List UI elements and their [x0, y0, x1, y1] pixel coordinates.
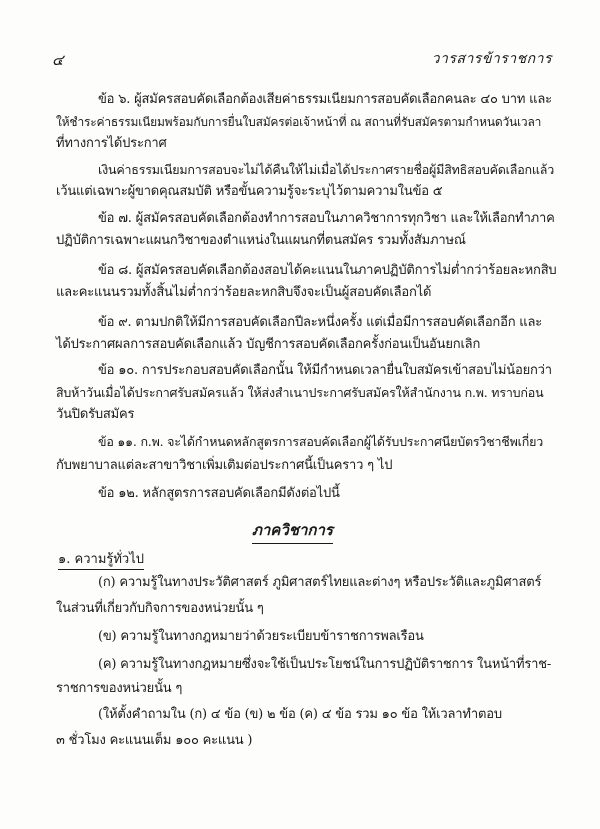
page-number: ๔: [52, 51, 64, 69]
text-line: ข้อ ๑๒. หลักสูตรการสอบคัดเลือกมีดังต่อไปนี้: [98, 486, 340, 501]
text-line: ข้อ ๖. ผู้สมัครสอบคัดเลือกต้องเสียค่าธรรมเนียมการสอบคัดเลือกคนละ ๔๐ บาท และ: [98, 92, 552, 107]
text-line: และคะแนนรวมทั้งสิ้นไม่ต่ำกว่าร้อยละหกสิบจึงจะเป็นผู้สอบคัดเลือกได้: [56, 285, 432, 300]
text-line: ข้อ ๘. ผู้สมัครสอบคัดเลือกต้องสอบได้คะแนนในภาคปฏิบัติการไม่ต่ำกว่าร้อยละหกสิบ: [98, 263, 557, 278]
text-line: สิบห้าวันเมื่อได้ประกาศรับสมัครแล้ว ให้ส่งสำเนาประกาศรับสมัครให้สำนักงาน ก.พ. ทราบก่อน: [56, 385, 544, 400]
text-line: (ก) ความรู้ในทางประวัติศาสตร์ ภูมิศาสตร์ไทยและต่างๆ หรือประวัติและภูมิศาสตร์: [98, 575, 542, 590]
text-line: ปฏิบัติการเฉพาะแผนกวิชาของตำแหน่งในแผนกที่ตนสมัคร รวมทั้งสัมภาษณ์: [56, 233, 466, 248]
text-line: (ค) ความรู้ในทางกฎหมายซึ่งจะใช้เป็นประโยชน์ในการปฏิบัติราชการ ในหน้าที่ราช-: [98, 657, 552, 672]
text-line: ให้ชำระค่าธรรมเนียมพร้อมกับการยื่นใบสมัครต่อเจ้าหน้าที่ ณ สถานที่รับสมัครตามกำหนดวันเวลา: [56, 115, 542, 129]
text-line: ข้อ ๙. ตามปกติให้มีการสอบคัดเลือกปีละหนึ่งครั้ง แต่เมื่อมีการสอบคัดเลือกอีก และ: [98, 315, 543, 330]
text-line: (ให้ตั้งคำถามใน (ก) ๔ ข้อ (ข) ๒ ข้อ (ค) ๔ ข้อ รวม ๑๐ ข้อ ให้เวลาทำตอบ: [98, 707, 502, 722]
text-line: ที่ทางการได้ประกาศ: [56, 136, 167, 151]
text-line: ข้อ ๗. ผู้สมัครสอบคัดเลือกต้องทำการสอบในภาควิชาการทุกวิชา และให้เลือกทำภาค: [98, 211, 555, 226]
section-heading: ภาควิชาการ: [252, 518, 333, 544]
text-line: ข้อ ๑๑. ก.พ. จะได้กำหนดหลักสูตรการสอบคัดเลือกผู้ได้รับประกาศนียบัตรวิชาชีพเกี่ยว: [98, 434, 544, 449]
text-line: ในส่วนที่เกี่ยวกับกิจการของหน่วยนั้น ๆ: [56, 601, 264, 616]
text-line: ราชการของหน่วยนั้น ๆ: [56, 681, 183, 696]
text-line: เงินค่าธรรมเนียมการสอบจะไม่ได้คืนให้ไม่เมื่อได้ประกาศรายชื่อผู้มีสิทธิสอบคัดเลือกแล้ว: [98, 162, 555, 177]
text-line: ได้ประกาศผลการสอบคัดเลือกแล้ว บัญชีการสอบคัดเลือกครั้งก่อนเป็นอันยกเลิก: [56, 337, 481, 352]
subsection-heading: ๑. ความรู้ทั่วไป: [58, 548, 144, 570]
text-line: กับพยาบาลแต่ละสาขาวิชาเพิ่มเติมต่อประกาศนี้เป็นคราว ๆ ไป: [56, 458, 393, 473]
text-line: ข้อ ๑๐. การประกอบสอบคัดเลือกนั้น ให้มีกำหนดเวลายื่นใบสมัครเข้าสอบไม่น้อยกว่า: [98, 363, 552, 378]
text-line: (ข) ความรู้ในทางกฎหมายว่าด้วยระเบียบข้าราชการพลเรือน: [98, 629, 424, 644]
text-line: ๓ ชั่วโมง คะแนนเต็ม ๑๐๐ คะแนน ): [56, 733, 253, 748]
text-line: วันปิดรับสมัคร: [56, 407, 135, 422]
text-line: เว้นแต่เฉพาะผู้ขาดคุณสมบัติ หรือขั้นความรู้จะระบุไว้ตามความในข้อ ๕: [56, 184, 443, 199]
running-header-title: วารสารข้าราชการ: [431, 51, 552, 67]
